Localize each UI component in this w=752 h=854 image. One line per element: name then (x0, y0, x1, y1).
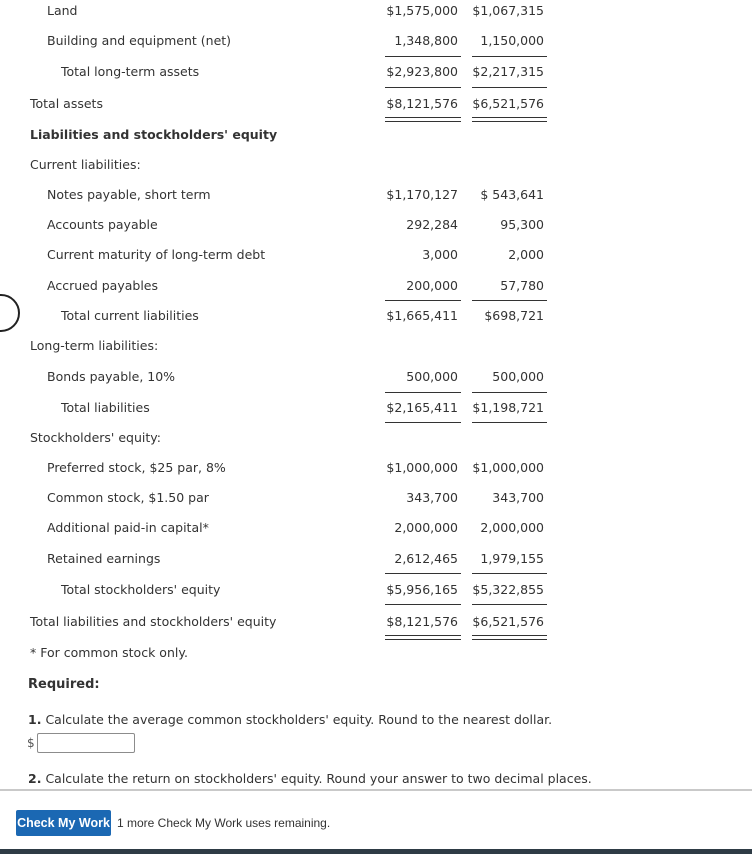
value-current-year: 200,000 (406, 278, 458, 293)
row-label: Total assets (30, 96, 103, 111)
value-current-year: $5,956,165 (386, 582, 458, 597)
underline (472, 87, 547, 88)
value-prior-year: $698,721 (484, 308, 544, 323)
value-current-year: 292,284 (406, 217, 458, 232)
value-prior-year: $1,198,721 (472, 400, 544, 415)
row-bonds-payable (0, 367, 560, 387)
value-prior-year: 500,000 (492, 369, 544, 384)
row-current-maturity (0, 245, 560, 265)
underline (472, 56, 547, 57)
underline (472, 422, 547, 423)
value-prior-year: $5,322,855 (472, 582, 544, 597)
value-current-year: 2,000,000 (394, 520, 458, 535)
value-current-year: $8,121,576 (386, 614, 458, 629)
double-underline (472, 117, 547, 122)
row-total-current-liabilities (0, 306, 560, 326)
underline (385, 300, 461, 301)
value-current-year: 3,000 (422, 247, 458, 262)
value-current-year: $1,665,411 (386, 308, 458, 323)
row-label: Total long-term assets (61, 64, 200, 79)
section-heading: Liabilities and stockholders' equity (30, 127, 278, 142)
row-additional-paid-in-capital (0, 518, 560, 538)
value-prior-year: $1,000,000 (472, 460, 544, 475)
row-notes-payable (0, 185, 560, 205)
subheading: Long-term liabilities: (30, 338, 159, 353)
value-current-year: 2,612,465 (394, 551, 458, 566)
underline (385, 422, 461, 423)
double-underline (385, 117, 461, 122)
value-current-year: $2,165,411 (386, 400, 458, 415)
remaining-uses-text: 1 more Check My Work uses remaining. (117, 816, 331, 830)
row-label: Current maturity of long-term debt (47, 247, 266, 262)
value-prior-year: 343,700 (492, 490, 544, 505)
row-total-long-term-assets (0, 62, 560, 82)
footnote-text: * For common stock only. (30, 645, 188, 660)
underline (472, 604, 547, 605)
underline (472, 392, 547, 393)
row-retained-earnings (0, 549, 560, 569)
footer-bar (0, 791, 752, 849)
value-prior-year: 1,979,155 (480, 551, 544, 566)
subheading-long-term-liabilities (0, 336, 560, 356)
underline (385, 604, 461, 605)
bottom-bar (0, 849, 752, 854)
value-prior-year: 57,780 (500, 278, 544, 293)
subheading: Stockholders' equity: (30, 430, 161, 445)
value-current-year: 500,000 (406, 369, 458, 384)
subheading: Current liabilities: (30, 157, 141, 172)
row-label: Retained earnings (47, 551, 161, 566)
value-prior-year: $2,217,315 (472, 64, 544, 79)
row-total-stockholders-equity (0, 580, 560, 600)
subheading-stockholders-equity (0, 428, 560, 448)
row-label: Notes payable, short term (47, 187, 211, 202)
value-prior-year: 95,300 (500, 217, 544, 232)
value-prior-year: 1,150,000 (480, 33, 544, 48)
value-current-year: $1,000,000 (386, 460, 458, 475)
double-underline (385, 635, 461, 640)
underline (385, 87, 461, 88)
value-prior-year: $6,521,576 (472, 614, 544, 629)
question-text: Calculate the average common stockholders' equity. Round to the nearest dollar. (45, 712, 553, 727)
row-total-liabilities (0, 398, 560, 418)
section-heading-liabilities-equity (0, 125, 560, 145)
double-underline (472, 635, 547, 640)
question-number: 2. (28, 771, 42, 786)
row-total-liabilities-equity (0, 612, 560, 632)
row-label: Bonds payable, 10% (47, 369, 176, 384)
underline (385, 56, 461, 57)
value-prior-year: 2,000,000 (480, 520, 544, 535)
row-label: Building and equipment (net) (47, 33, 232, 48)
question-text: Calculate the return on stockholders' equity. Round your answer to two decimal places. (45, 771, 592, 786)
question-2 (28, 771, 592, 786)
value-current-year: $8,121,576 (386, 96, 458, 111)
row-label: Total liabilities (61, 400, 150, 415)
value-current-year: $2,923,800 (386, 64, 458, 79)
check-my-work-button[interactable]: Check My Work (16, 810, 111, 836)
row-label: Common stock, $1.50 par (47, 490, 209, 505)
row-label: Total current liabilities (61, 308, 199, 323)
question-1 (28, 712, 552, 727)
value-current-year: $1,575,000 (386, 3, 458, 18)
value-prior-year: 2,000 (508, 247, 544, 262)
value-prior-year: $ 543,641 (480, 187, 544, 202)
dollar-prefix: $ (27, 736, 35, 750)
average-equity-input[interactable] (37, 733, 135, 753)
row-total-assets (0, 94, 560, 114)
value-prior-year: $1,067,315 (472, 3, 544, 18)
row-label: Accounts payable (47, 217, 158, 232)
side-circle-button[interactable] (0, 294, 20, 332)
underline (385, 573, 461, 574)
question-number: 1. (28, 712, 42, 727)
row-accounts-payable (0, 215, 560, 235)
required-heading: Required: (28, 677, 100, 692)
row-label: Land (47, 3, 78, 18)
subheading-current-liabilities (0, 155, 560, 175)
footnote (0, 643, 560, 663)
value-current-year: $1,170,127 (386, 187, 458, 202)
value-current-year: 343,700 (406, 490, 458, 505)
row-label: Total liabilities and stockholders' equity (30, 614, 277, 629)
underline (472, 573, 547, 574)
row-label: Accrued payables (47, 278, 158, 293)
row-land (0, 1, 560, 21)
row-building-equipment (0, 31, 560, 51)
underline (472, 300, 547, 301)
underline (385, 392, 461, 393)
row-preferred-stock (0, 458, 560, 478)
value-current-year: 1,348,800 (394, 33, 458, 48)
row-accrued-payables (0, 276, 560, 296)
row-label: Additional paid-in capital* (47, 520, 209, 535)
row-label: Total stockholders' equity (61, 582, 221, 597)
row-common-stock (0, 488, 560, 508)
row-label: Preferred stock, $25 par, 8% (47, 460, 226, 475)
value-prior-year: $6,521,576 (472, 96, 544, 111)
